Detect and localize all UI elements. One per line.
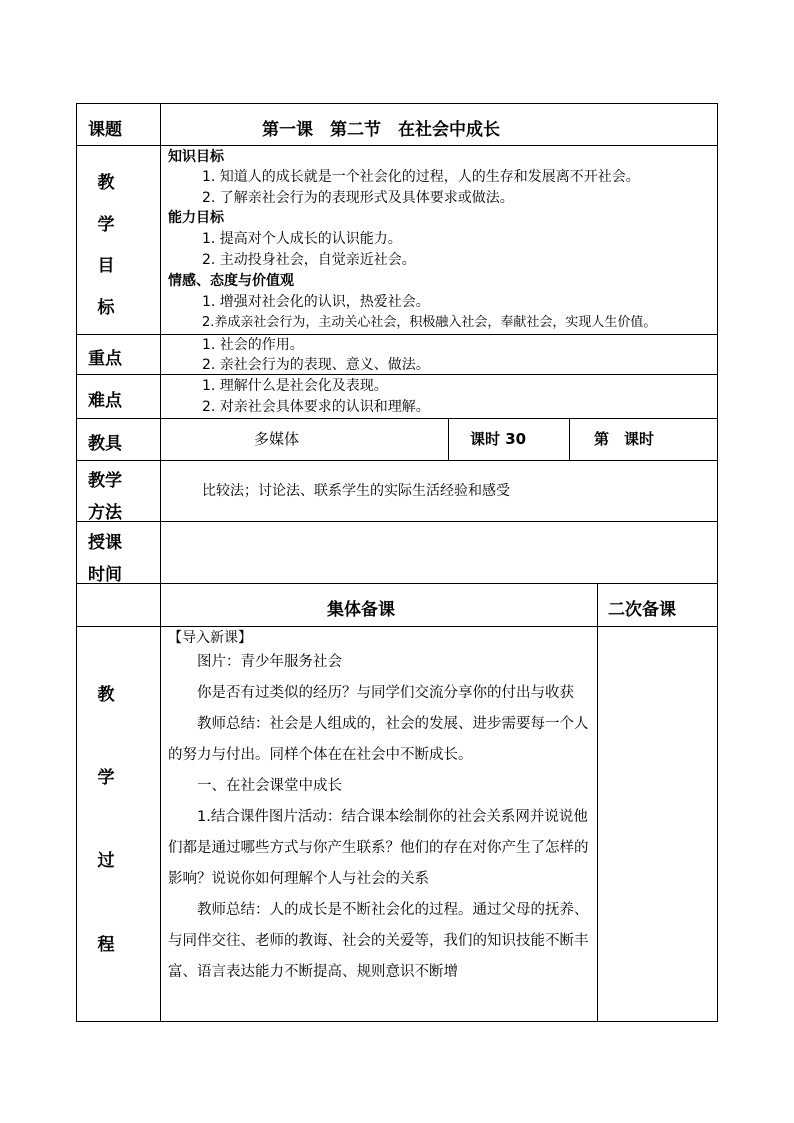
objective-item: 2.养成亲社会行为，主动关心社会，积极融入社会，奉献社会，实现人生价值。 <box>202 315 657 330</box>
objective-item: 1. 知道人的成长就是一个社会化的过程，人的生存和发展离不开社会。 <box>202 169 640 185</box>
objective-heading: 知识目标 <box>168 149 224 165</box>
key-points-label: 重点 <box>88 349 122 369</box>
second-prep-divider <box>597 583 598 1022</box>
objectives-label-char: 学 <box>97 215 115 235</box>
row-divider <box>76 521 718 522</box>
objective-item: 2. 了解亲社会行为的表现形式及具体要求或做法。 <box>202 190 514 206</box>
difficulties-label: 难点 <box>88 391 122 411</box>
process-label-char: 教 <box>97 685 115 705</box>
process-paragraph: 教师总结：人的成长是不断社会化的过程。通过父母的抚养、与同伴交往、老师的教诲、社会的关爱等，我们的知识技能不断丰富、语言表达能力不断提高、规则意识不断增 <box>168 902 589 980</box>
process-paragraph: 教师总结：社会是人组成的，社会的发展、进步需要每一个人的努力与付出。同样个体在在社会中不断成长。 <box>168 716 589 763</box>
label-column-divider <box>160 103 161 1022</box>
row-divider <box>76 583 718 584</box>
key-point-item: 2. 亲社会行为的表现、意义、做法。 <box>202 357 430 373</box>
row-divider <box>76 626 718 627</box>
topic-label: 课题 <box>88 120 122 140</box>
objective-item: 2. 主动投身社会，自觉亲近社会。 <box>202 252 416 268</box>
objectives-label-char: 目 <box>97 256 115 276</box>
difficulty-item: 1. 理解什么是社会化及表现。 <box>202 378 388 394</box>
difficulty-item: 2. 对亲社会具体要求的认识和理解。 <box>202 399 430 415</box>
process-paragraph: 一、在社会课堂中成长 <box>197 778 342 794</box>
process-label-char: 过 <box>97 851 115 871</box>
process-label-char: 学 <box>97 768 115 788</box>
class-period: 第 课时 <box>594 430 655 448</box>
method-value: 比较法；讨论法、联系学生的实际生活经验和感受 <box>202 483 510 499</box>
table-border-left <box>76 103 77 1022</box>
objectives-label-char: 教 <box>97 173 115 193</box>
objective-heading: 能力目标 <box>168 210 224 226</box>
second-prep-header: 二次备课 <box>608 600 676 620</box>
method-label-line: 方法 <box>88 503 122 523</box>
objective-item: 1. 提高对个人成长的认识能力。 <box>202 231 402 247</box>
tools-divider <box>448 418 449 461</box>
objective-heading: 情感、态度与价值观 <box>168 273 294 289</box>
method-label-line: 教学 <box>88 471 122 491</box>
process-label-char: 程 <box>97 935 115 955</box>
row-divider <box>76 418 718 419</box>
row-divider <box>76 145 718 146</box>
process-paragraph: 你是否有过类似的经历？与同学们交流分享你的付出与收获 <box>197 685 574 701</box>
tools-label: 教具 <box>88 434 122 454</box>
process-paragraph: 图片：青少年服务社会 <box>197 654 342 670</box>
time-label-line: 授课 <box>88 533 122 553</box>
table-border-right <box>717 103 718 1022</box>
table-border-bottom <box>76 1021 718 1022</box>
time-label-line: 时间 <box>88 565 122 585</box>
tools-value: 多媒体 <box>254 430 300 448</box>
row-divider <box>76 334 718 335</box>
objectives-label-char: 标 <box>97 298 115 318</box>
process-intro: 【导入新课】 <box>168 630 252 646</box>
process-paragraph: 1.结合课件图片活动：结合课本绘制你的社会关系网并说说他们都是通过哪些方式与你产生联系？他们的存在对你产生了怎样的影响？说说你如何理解个人与社会的关系 <box>168 809 589 887</box>
topic-title: 第一课 第二节 在社会中成长 <box>262 120 500 140</box>
collective-prep-header: 集体备课 <box>327 600 395 620</box>
row-divider <box>76 460 718 461</box>
key-point-item: 1. 社会的作用。 <box>202 337 304 353</box>
tools-divider <box>569 418 570 461</box>
process-body <box>168 647 592 980</box>
objective-item: 1. 增强对社会化的认识，热爱社会。 <box>202 294 430 310</box>
table-border-top <box>76 103 718 104</box>
class-hours: 课时 30 <box>470 430 527 448</box>
